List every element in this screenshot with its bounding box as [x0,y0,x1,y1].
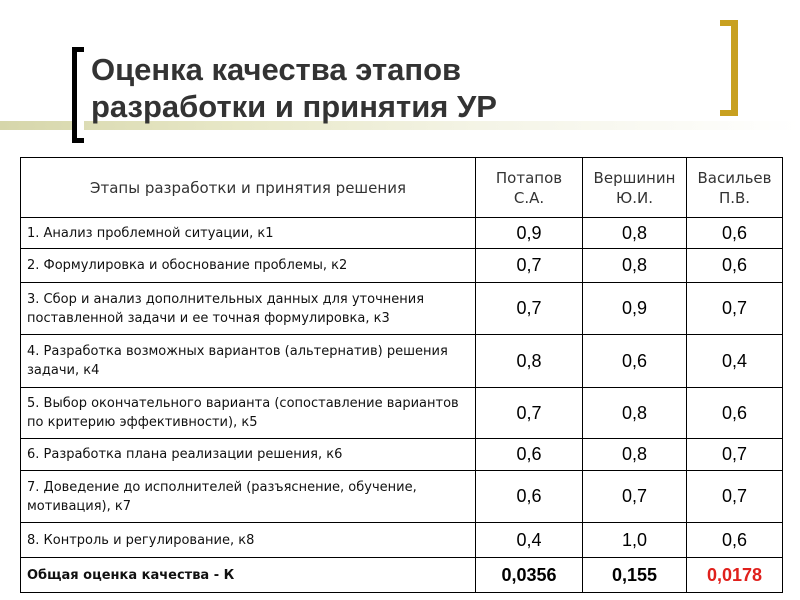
total-value-cell-highlight: 0,0178 [687,558,783,593]
left-bracket-decoration [72,47,84,143]
header-expert-potapov [476,158,583,218]
value-cell: 0,6 [476,439,583,471]
value-cell: 0,7 [476,249,583,283]
expert-initials: П.В. [718,188,751,207]
stage-cell: 1. Анализ проблемной ситуации, к1 [21,218,476,249]
value-cell: 0,7 [687,471,783,523]
table-row [21,249,783,283]
total-value-cell: 0,155 [583,558,687,593]
table-row [21,335,783,388]
table-row [21,388,783,439]
header-expert-vershinin [583,158,687,218]
total-value-cell: 0,0356 [476,558,583,593]
value-cell: 0,9 [476,218,583,249]
value-cell: 0,6 [687,523,783,558]
value-cell: 0,6 [687,218,783,249]
value-cell: 0,8 [476,335,583,388]
stage-cell: 2. Формулировка и обоснование проблемы, к2 [21,249,476,283]
total-row [21,558,783,593]
expert-surname: Потапов [495,168,563,187]
table-row [21,218,783,249]
value-cell: 0,7 [583,471,687,523]
stage-cell: 4. Разработка возможных вариантов (альтернатив) решения задачи, к4 [21,335,476,388]
value-cell: 0,6 [687,388,783,439]
table-row [21,523,783,558]
total-label-cell: Общая оценка качества - К [21,558,476,593]
table-row [21,283,783,335]
value-cell: 0,8 [583,439,687,471]
title-line-1: Оценка качества этапов [91,52,462,87]
value-cell: 0,8 [583,218,687,249]
quality-table [20,157,783,593]
right-bracket-decoration [720,20,738,116]
value-cell: 0,6 [687,249,783,283]
value-cell: 1,0 [583,523,687,558]
header-expert-vasiliev [687,158,783,218]
table-row [21,471,783,523]
value-cell: 0,6 [476,471,583,523]
expert-initials: С.А. [513,188,545,207]
stage-cell: 8. Контроль и регулирование, к8 [21,523,476,558]
table-row [21,439,783,471]
table-header-row [21,158,783,218]
value-cell: 0,4 [687,335,783,388]
stage-cell: 7. Доведение до исполнителей (разъяснение, обучение, мотивация), к7 [21,471,476,523]
value-cell: 0,6 [583,335,687,388]
title-line-2: разработки и принятия УР [91,89,497,124]
value-cell: 0,7 [687,439,783,471]
value-cell: 0,4 [476,523,583,558]
stage-cell: 5. Выбор окончательного варианта (сопоставление вариантов по критерию эффективности), к5 [21,388,476,439]
expert-surname: Васильев [697,168,772,187]
stage-cell: 3. Сбор и анализ дополнительных данных для уточнения поставленной задачи и ее точная формулировка, к3 [21,283,476,335]
value-cell: 0,8 [583,249,687,283]
stage-cell: 6. Разработка плана реализации решения, к6 [21,439,476,471]
expert-surname: Вершинин [593,168,676,187]
value-cell: 0,9 [583,283,687,335]
value-cell: 0,8 [583,388,687,439]
header-stages: Этапы разработки и принятия решения [21,158,476,218]
value-cell: 0,7 [687,283,783,335]
value-cell: 0,7 [476,283,583,335]
page-title [91,51,497,125]
value-cell: 0,7 [476,388,583,439]
expert-initials: Ю.И. [616,188,653,207]
